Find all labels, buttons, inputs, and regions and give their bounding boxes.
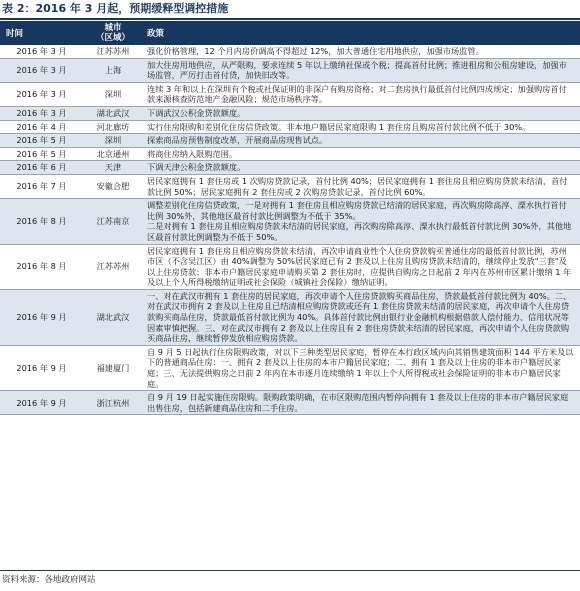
row-time: 2016 年 6 月 [16,162,67,173]
table-row [0,45,580,59]
header-time: 时间 [6,29,24,39]
table-row [0,245,580,290]
row-time: 2016 年 3 月 [16,89,67,100]
row-city: 深圳 [104,89,122,100]
row-policy: 下调天津公积金贷款额度。 [147,162,246,173]
table-row [0,107,580,121]
row-policy: 自 9 月 19 日起实施住房限购。限购政策明确，在市区限购范围内暂停向拥有 1 套及以上住房的非本市户籍居民家庭出售住房，包括新建商品住房和二手住房。 [147,392,569,413]
row-policy: 加大住房用地供应，从严限购，要求连续 5 年以上缴纳社保或个税；提高首付比例；推进租房和公租房建设，加强市场监管，严厉打击首付贷，加快旧改等。 [147,59,567,81]
row-city: 深圳 [104,135,122,146]
row-time: 2016 年 5 月 [16,135,67,146]
row-city: 湖北武汉 [96,312,130,323]
row-time: 2016 年 8 月 [16,216,67,227]
row-time: 2016 年 9 月 [16,397,67,408]
policy-table [0,21,580,415]
row-city: 浙江杭州 [96,397,130,408]
row-policy: 居民家庭拥有 1 套住房或 1 次购房贷款记录，首付比例 40%；居民家庭拥有 1 套住房且相应购房贷款未结清，首付款比例 50%；居民家庭拥有 2 套住房或 2 次购房贷款记录，首付比例 60%。 [147,175,568,197]
table-row [0,346,580,391]
row-city: 上海 [104,64,122,75]
table-row [0,121,580,135]
table-row [0,199,580,244]
row-policy: 调整差别化住房信贷政策，一是对拥有 1 套住房且相应购房贷款已结清的居民家庭，再次购房除高淳、溧水执行首付比例 30%外，其他地区最首付款比例调整为不低于 35%。 二是对拥有 1 套住房且相应购房贷款未结清的居民家庭，再次购房除高淳、溧水执行最低首付款比例 30%外，其他地区最首付款比例调整为不低于 50%。 [147,200,572,242]
row-policy: 强化价格管理，12 个月内房价调高不得超过 12%，加大普通住宅用地供应，加强市场监管。 [147,46,484,56]
row-city: 福建厦门 [96,362,130,373]
header-policy: 政策 [147,29,165,39]
table-row [0,161,580,175]
row-time: 2016 年 3 月 [16,107,67,118]
row-policy: 实行住房限购和差别化住房信贷政策。非本地户籍居民家庭限购 1 套住房且购房首付款比例不低于 30%。 [147,121,531,132]
row-time: 2016 年 4 月 [16,121,67,132]
table-row [0,134,580,148]
table-row [0,290,580,346]
row-city: 湖北武汉 [96,107,130,118]
row-policy: 下调武汉公积金贷款额度。 [147,107,246,118]
table-body [0,45,580,415]
table-header [0,21,580,45]
row-city: 河北廊坊 [96,121,130,132]
row-city: 江苏苏州 [96,46,130,56]
row-city: 江苏苏州 [96,261,130,272]
row-time: 2016 年 7 月 [16,181,67,192]
row-time: 2016 年 8 月 [16,261,67,272]
table-row [0,83,580,107]
row-time: 2016 年 5 月 [16,148,67,159]
row-policy: 自 9 月 5 日起执行住房限购政策，对以下三种类型居民家庭，暂停在本行政区域内向其销售建筑面积 144 平方米及以下的普通商品住房：一、拥有 2 套及以上住房的本市户籍居民家庭；二、拥有 1 套及以上住房的非本市户籍居民家庭；三、无法提供购房之日前 2 年内在本市逐月连续缴纳 1 年以上个人所得税或社会保险证明的非本市户籍居民家庭。 [147,346,574,389]
row-time: 2016 年 3 月 [16,46,67,56]
title-divider [0,18,580,20]
row-time: 2016 年 9 月 [16,362,67,373]
row-city: 北京通州 [96,148,130,159]
source-note: 资料来源：各地政府网站 [2,575,96,585]
table-row [0,59,580,83]
table-row [0,175,580,199]
row-time: 2016 年 3 月 [16,64,67,75]
bottom-divider [0,570,580,571]
row-policy: 居民家庭拥有 1 套住房且相应购房贷款未结清，再次申请商业性个人住房贷款购买普通住房的最低首付款比例，苏州市区（不含吴江区）由 40%调整为 50%居民家庭已有 2 套及以上住房且购房贷款未结清的，继续停止发放"三套"及以上住房贷款；非本市户籍居民家庭申请购买第 2 套住房时，应提供自购房之日起前 2 年内在苏州市区累计缴纳 1 年及以上个人所得税缴纳证明或社会保险（城镇社会保险）缴纳证明。 [147,245,572,288]
row-time: 2016 年 9 月 [16,312,67,323]
row-city: 安徽合肥 [96,181,130,192]
row-policy: 一、对在武汉市拥有 1 套住房的居民家庭，再次申请个人住房贷款购买商品住房，贷款最低首付款比例为 40%。二、对在武汉市拥有 2 套及以上住房且已结清相应购房贷款或还有 1 套住房贷款未结清的居民家庭，再次申请个人住房贷款购买商品住房，贷款最低首付款比例为 40%。具体首付款比例由银行业金融机构根据借款人偿付能力、信用状况等因素审慎把握。三、对在武汉市拥有 2 套及以上住房且有 2 套住房贷款未结清的居民家庭，再次申请个人住房贷款购买商品住房，继续暂停发放相应购房贷款。 [147,290,572,344]
row-policy: 将商住房纳入限购范围。 [147,148,238,159]
row-policy: 连续 3 年和以上在深圳有个税或社保证明的非深户有购房资格；对二套房执行最低首付比例四成规定；加强购房首付款来源核查防范地产金融风险；规范市场秩序等。 [147,83,567,105]
row-policy: 探索商品房预售制度改革，开展商品房现售试点。 [147,135,328,146]
table-title: 表 2：2016 年 3 月起，预期缓释型调控措施 [2,2,229,15]
table-row [0,391,580,415]
table-row [0,148,580,162]
header-city: 城市 （区域） [95,23,130,43]
row-city: 天津 [104,162,122,173]
row-city: 江苏南京 [96,216,130,227]
